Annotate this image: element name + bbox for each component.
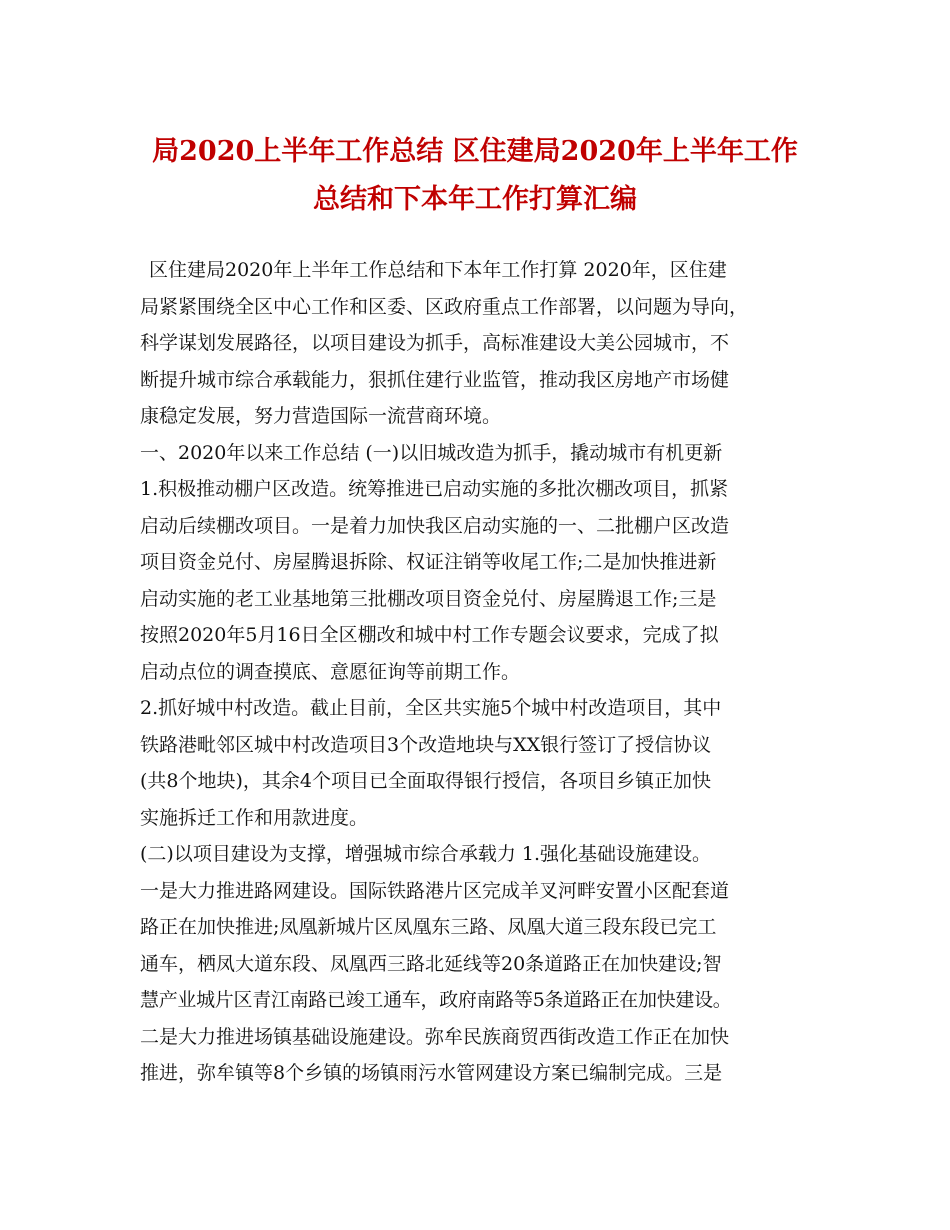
body-line: 铁路港毗邻区城中村改造项目3个改造地块与XX银行签订了授信协议 xyxy=(140,733,712,756)
body-line: 路正在加快推进;凤凰新城片区凤凰东三路、凤凰大道三段东段已完工 xyxy=(140,916,717,938)
body-line: 局紧紧围绕全区中心工作和区委、区政府重点工作部署，以问题为导向， xyxy=(140,295,749,318)
title-line: 局2020上半年工作总结 区住建局2020年上半年工作 xyxy=(152,136,798,167)
body-line: 二是大力推进场镇基础设施建设。弥牟民族商贸西街改造工作正在加快 xyxy=(140,1025,730,1048)
body-line: 推进，弥牟镇等8个乡镇的场镇雨污水管网建设方案已编制完成。三是 xyxy=(140,1062,723,1084)
document-body xyxy=(140,252,830,1092)
body-line: 一是大力推进路网建设。国际铁路港片区完成羊叉河畔安置小区配套道 xyxy=(140,879,730,902)
body-line: 2.抓好城中村改造。截止目前，全区共实施5个城中村改造项目，其中 xyxy=(140,697,722,719)
document-title xyxy=(100,128,850,224)
body-line: 慧产业城片区青江南路已竣工通车，政府南路等5条道路正在加快建设。 xyxy=(140,989,732,1011)
body-line: (二)以项目建设为支撑，增强城市综合承载力 1.强化基础设施建设。 xyxy=(140,843,711,865)
body-line: 科学谋划发展路径，以项目建设为抓手，高标准建设大美公园城市，不 xyxy=(140,332,730,354)
body-line: 断提升城市综合承载能力，狠抓住建行业监管，推动我区房地产市场健 xyxy=(140,368,730,391)
body-line: 1.积极推动棚户区改造。统筹推进已启动实施的多批次棚改项目，抓紧 xyxy=(140,478,729,500)
body-line: 实施拆迁工作和用款进度。 xyxy=(140,806,369,829)
body-line: 一、2020年以来工作总结 (一)以旧城改造为抓手，撬动城市有机更新 xyxy=(140,441,723,464)
body-line: 项目资金兑付、房屋腾退拆除、权证注销等收尾工作;二是加快推进新 xyxy=(140,551,717,573)
body-line: 康稳定发展，努力营造国际一流营商环境。 xyxy=(140,405,502,427)
body-line: 启动后续棚改项目。一是着力加快我区启动实施的一、二批棚户区改造 xyxy=(140,514,730,537)
title-line: 总结和下本年工作打算汇编 xyxy=(313,184,637,215)
body-line: 按照2020年5月16日全区棚改和城中村工作专题会议要求，完成了拟 xyxy=(140,624,719,646)
body-line: 通车，栖凤大道东段、凤凰西三路北延线等20条道路正在加快建设;智 xyxy=(140,952,722,975)
body-line: 启动点位的调查摸底、意愿征询等前期工作。 xyxy=(140,660,521,683)
body-line: (共8个地块)，其余4个项目已全面取得银行授信，各项目乡镇正加快 xyxy=(140,770,712,792)
body-line: 区住建局2020年上半年工作总结和下本年工作打算 2020年，区住建 xyxy=(149,259,727,281)
body-line: 启动实施的老工业基地第三批棚改项目资金兑付、房屋腾退工作;三是 xyxy=(140,587,717,610)
